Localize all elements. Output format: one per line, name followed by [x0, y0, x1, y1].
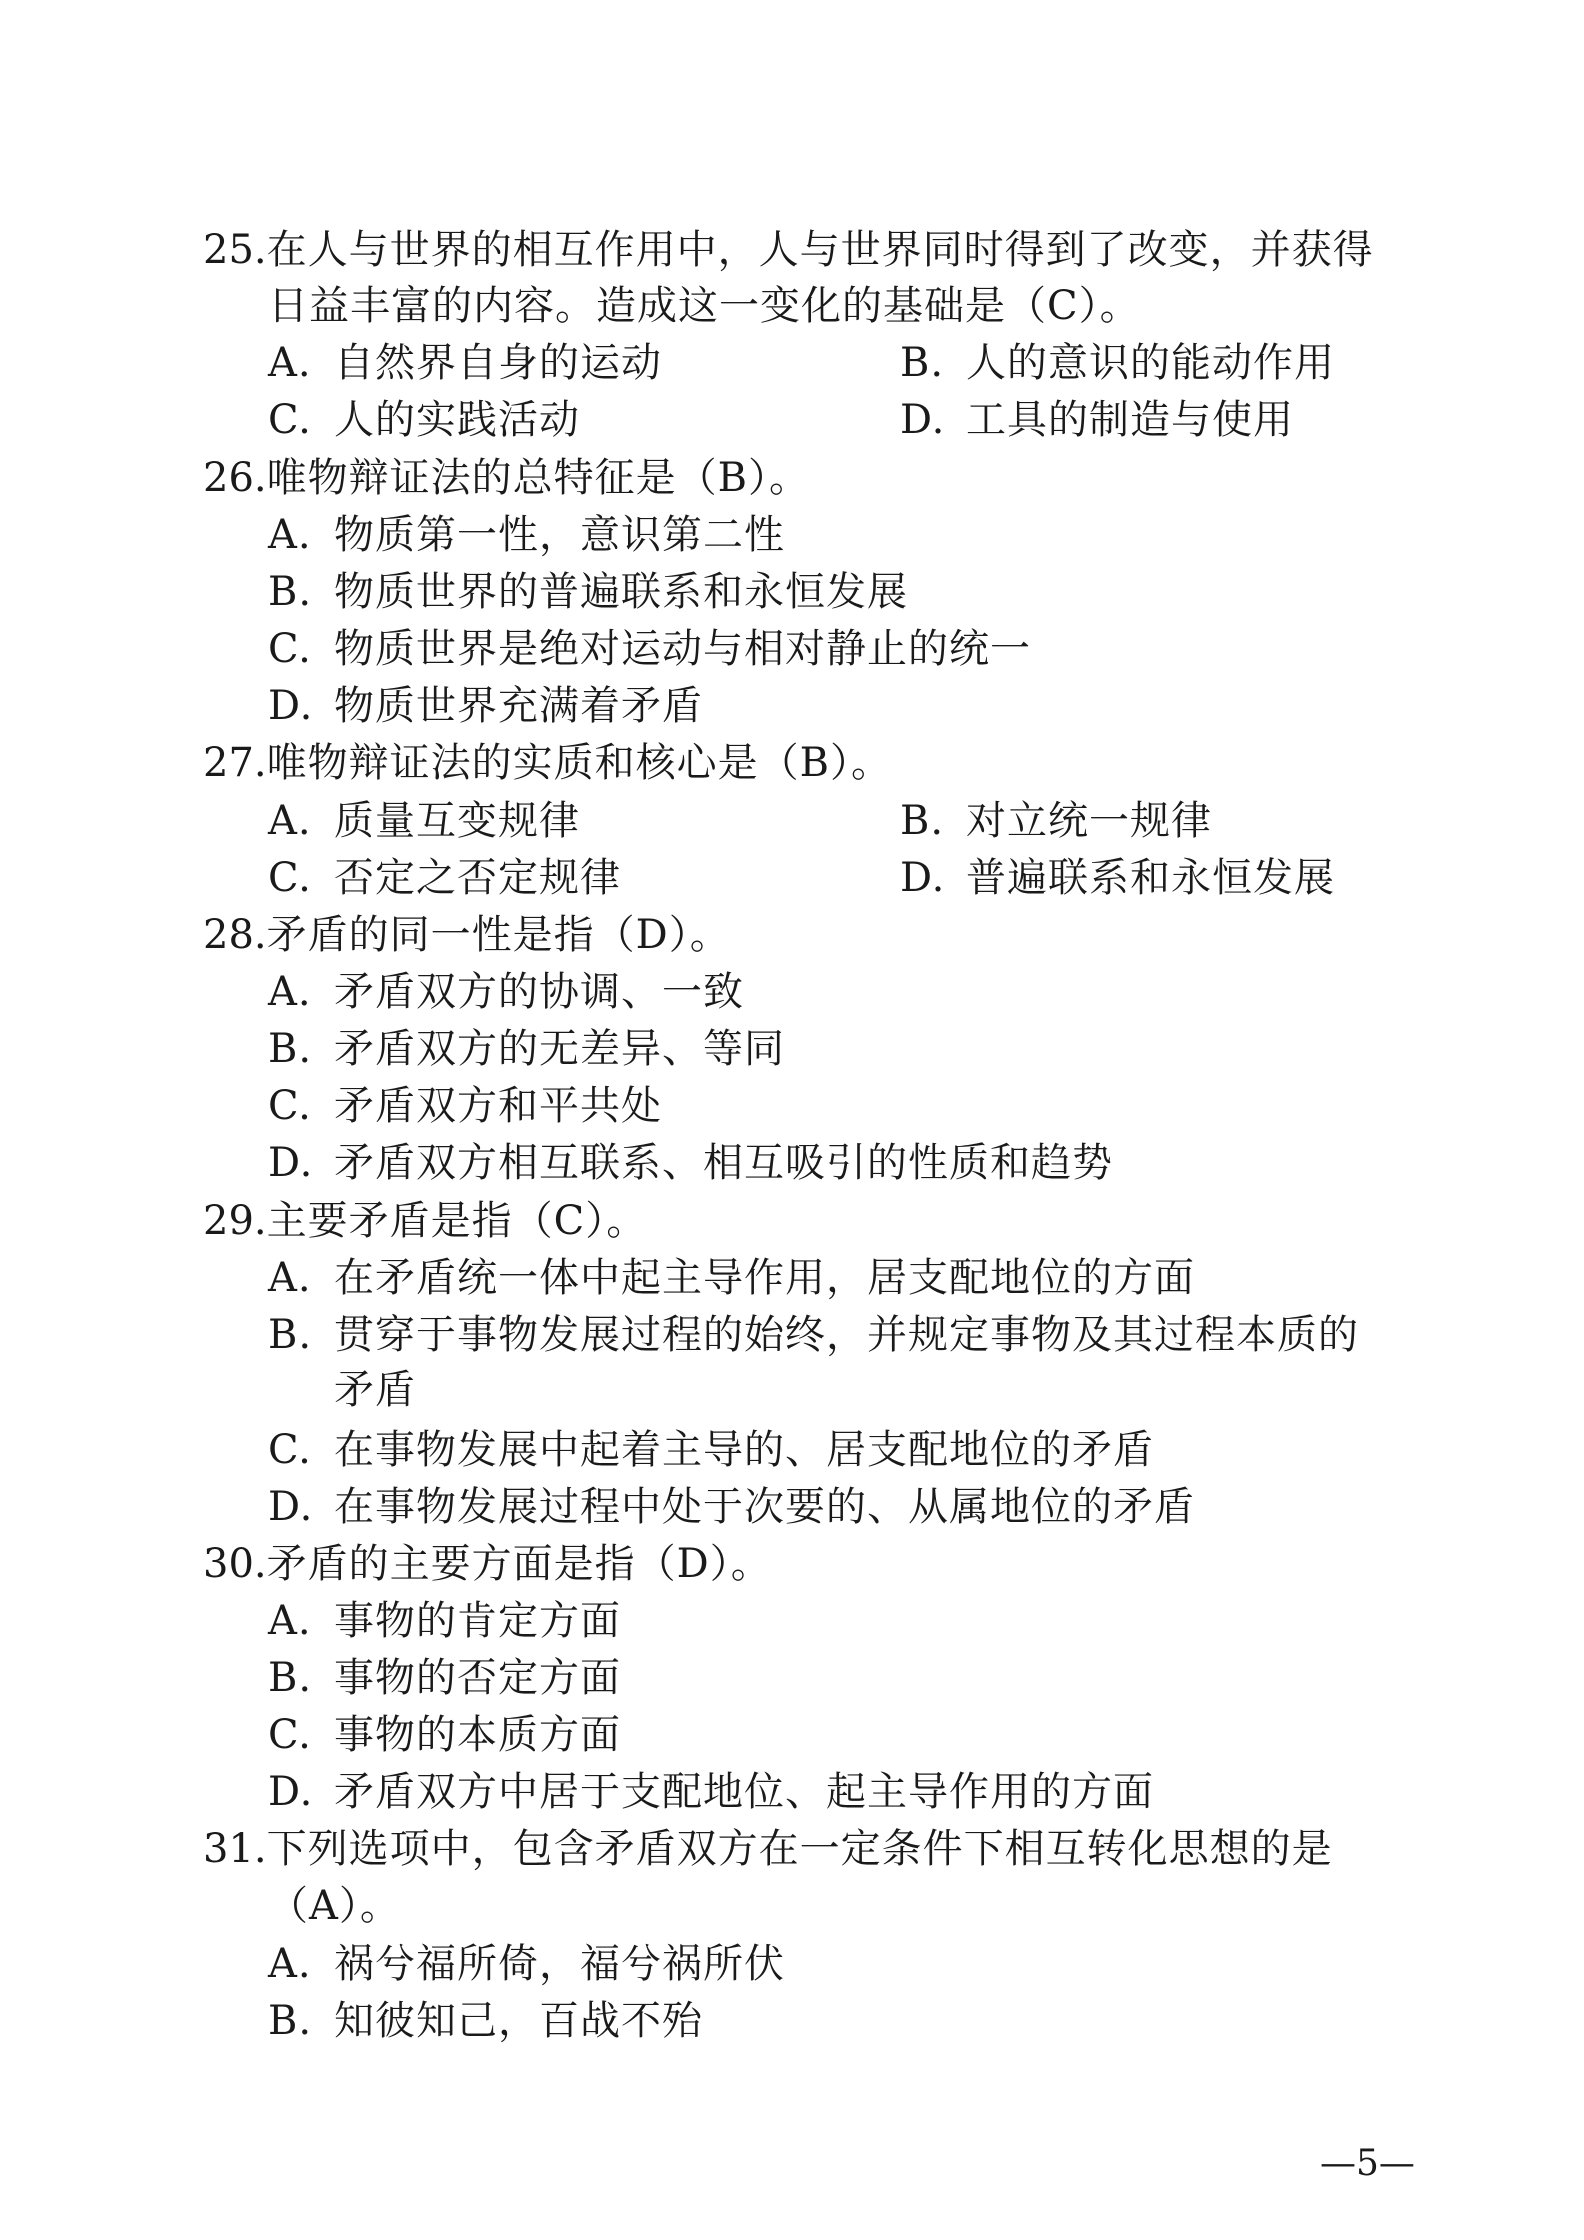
option-text: 矛盾双方相互联系、相互吸引的性质和趋势 [334, 1140, 1113, 1186]
question-number: 29. [203, 1198, 267, 1244]
question-27-option-b [900, 793, 1212, 849]
question-30-stem [203, 1536, 772, 1592]
option-letter: B. [900, 340, 945, 386]
page-number: —5— [1320, 2143, 1415, 2184]
option-text: 人的实践活动 [334, 397, 580, 443]
option-letter: B. [268, 1655, 313, 1701]
question-stem-text: 矛盾的主要方面是指（D）。 [266, 1541, 772, 1587]
question-stem-text: 在人与世界的相互作用中，人与世界同时得到了改变，并获得 [266, 227, 1374, 273]
question-26-option-d [268, 678, 703, 734]
question-number: 25. [203, 227, 267, 273]
question-27-option-a [268, 793, 580, 849]
question-27-option-d [900, 850, 1335, 906]
option-text: 事物的本质方面 [334, 1712, 621, 1758]
option-letter: A. [268, 1941, 312, 1987]
question-stem-text: 矛盾的同一性是指（D）。 [266, 912, 731, 958]
question-stem-text: 主要矛盾是指（C）。 [266, 1198, 648, 1244]
question-25-option-b [900, 335, 1335, 391]
question-29-option-b [268, 1307, 1359, 1363]
option-text: 人的意识的能动作用 [966, 340, 1335, 386]
question-31-stem-line-1 [203, 1821, 1333, 1877]
option-letter: D. [268, 683, 314, 729]
option-text: 自然界自身的运动 [334, 340, 662, 386]
option-letter: D. [268, 1140, 314, 1186]
option-letter: A. [268, 1255, 312, 1301]
option-text: 矛盾双方的协调、一致 [334, 969, 744, 1015]
question-number: 26. [203, 455, 267, 501]
question-25-option-c [268, 392, 580, 448]
question-stem-text: 唯物辩证法的实质和核心是（B）。 [266, 740, 893, 786]
option-letter: B. [900, 798, 945, 844]
option-text: 物质世界的普遍联系和永恒发展 [334, 569, 908, 615]
option-text: 矛盾双方中居于支配地位、起主导作用的方面 [334, 1769, 1154, 1815]
question-28-option-c [268, 1078, 662, 1134]
question-29-option-c [268, 1422, 1154, 1478]
question-28-stem [203, 907, 731, 963]
question-28-option-a [268, 964, 744, 1020]
question-26-option-c [268, 621, 1031, 677]
question-31-option-b [268, 1993, 703, 2049]
question-30-option-d [268, 1764, 1154, 1820]
question-number: 31. [203, 1826, 267, 1872]
option-letter: B. [268, 1026, 313, 1072]
option-letter: C. [268, 1427, 312, 1473]
question-25-stem-line-1 [203, 222, 1374, 278]
question-27-stem [203, 735, 892, 791]
question-25-stem-line-2: 日益丰富的内容。造成这一变化的基础是（C）。 [268, 283, 1141, 329]
question-27-option-c [268, 850, 621, 906]
question-29-stem [203, 1193, 647, 1249]
option-text: 质量互变规律 [334, 798, 580, 844]
question-number: 30. [203, 1541, 267, 1587]
option-text: 普遍联系和永恒发展 [966, 855, 1335, 901]
option-text: 事物的肯定方面 [334, 1598, 621, 1644]
option-letter: A. [268, 1598, 312, 1644]
question-30-option-a [268, 1593, 621, 1649]
question-number: 27. [203, 740, 267, 786]
option-letter: A. [268, 798, 312, 844]
option-text: 否定之否定规律 [334, 855, 621, 901]
question-29-option-a [268, 1250, 1195, 1306]
option-text: 工具的制造与使用 [966, 397, 1294, 443]
option-letter: B. [268, 1998, 313, 2044]
question-31-option-a [268, 1936, 785, 1992]
option-text: 矛盾双方的无差异、等同 [334, 1026, 785, 1072]
question-26-option-a [268, 507, 785, 563]
option-letter: D. [900, 397, 946, 443]
question-26-stem [203, 450, 810, 506]
question-26-option-b [268, 564, 908, 620]
option-text: 物质世界是绝对运动与相对静止的统一 [334, 626, 1031, 672]
option-letter: C. [268, 626, 312, 672]
option-letter: C. [268, 855, 312, 901]
option-letter: A. [268, 969, 312, 1015]
option-letter: B. [268, 569, 313, 615]
option-letter: D. [900, 855, 946, 901]
question-31-stem-line-2: （A）。 [268, 1883, 401, 1929]
option-text: 知彼知己，百战不殆 [334, 1998, 703, 2044]
option-letter: B. [268, 1312, 313, 1358]
option-text: 物质第一性，意识第二性 [334, 512, 785, 558]
question-30-option-b [268, 1650, 621, 1706]
option-letter: A. [268, 512, 312, 558]
option-letter: D. [268, 1769, 314, 1815]
question-29-option-b-continuation: 矛盾 [334, 1367, 416, 1413]
question-30-option-c [268, 1707, 621, 1763]
question-number: 28. [203, 912, 267, 958]
question-stem-text: 下列选项中，包含矛盾双方在一定条件下相互转化思想的是 [266, 1826, 1333, 1872]
question-28-option-b [268, 1021, 785, 1077]
question-28-option-d [268, 1135, 1113, 1191]
option-text: 对立统一规律 [966, 798, 1212, 844]
option-text: 在矛盾统一体中起主导作用，居支配地位的方面 [334, 1255, 1195, 1301]
option-text: 在事物发展过程中处于次要的、从属地位的矛盾 [334, 1484, 1195, 1530]
question-25-option-d [900, 392, 1294, 448]
option-letter: C. [268, 1712, 312, 1758]
option-text: 祸兮福所倚，福兮祸所伏 [334, 1941, 785, 1987]
question-stem-text: 唯物辩证法的总特征是（B）。 [266, 455, 811, 501]
option-letter: A. [268, 340, 312, 386]
option-text: 物质世界充满着矛盾 [334, 683, 703, 729]
option-text: 矛盾双方和平共处 [334, 1083, 662, 1129]
option-letter: D. [268, 1484, 314, 1530]
option-text: 贯穿于事物发展过程的始终，并规定事物及其过程本质的 [334, 1312, 1359, 1358]
question-29-option-d [268, 1479, 1195, 1535]
question-25-option-a [268, 335, 662, 391]
option-letter: C. [268, 1083, 312, 1129]
option-letter: C. [268, 397, 312, 443]
option-text: 在事物发展中起着主导的、居支配地位的矛盾 [334, 1427, 1154, 1473]
option-text: 事物的否定方面 [334, 1655, 621, 1701]
